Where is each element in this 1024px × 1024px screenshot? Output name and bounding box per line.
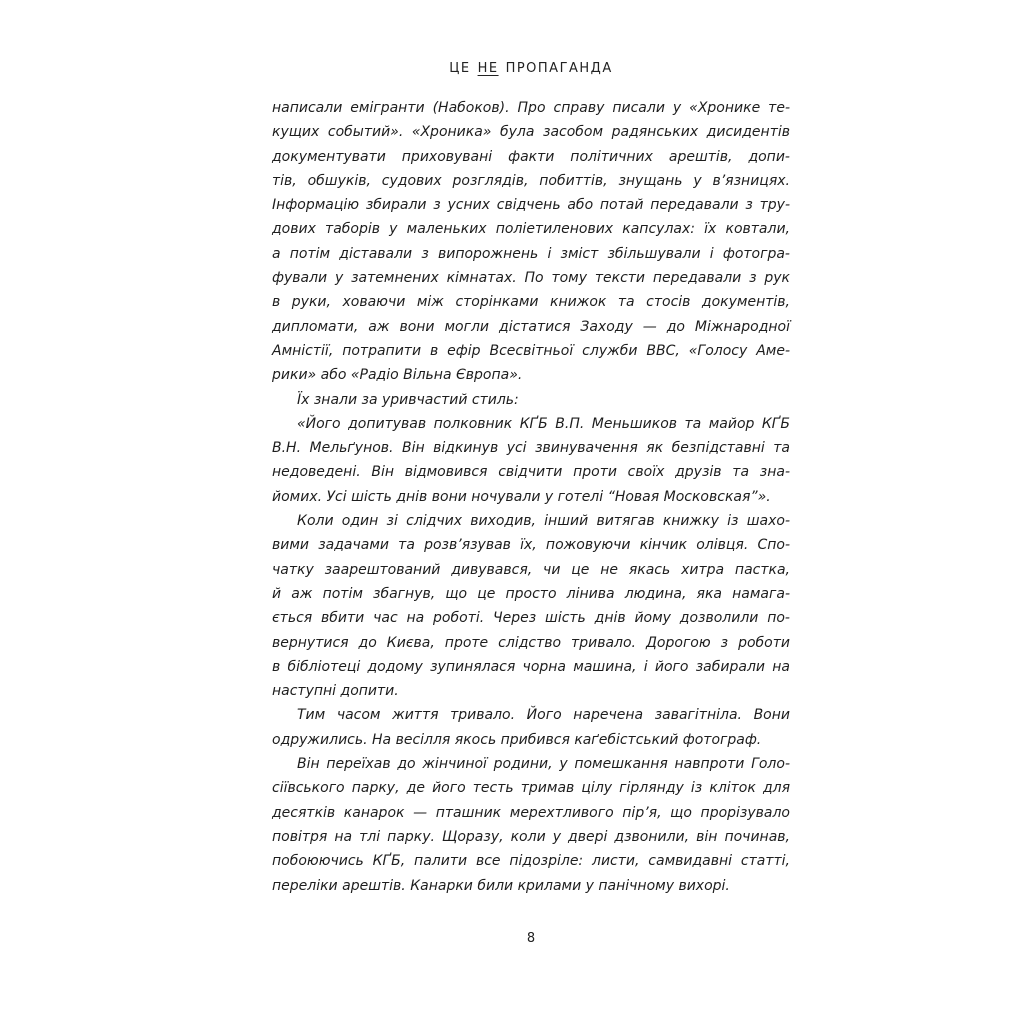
text-line: фували у затемнених кімнатах. По тому тексти передавали з рук — [272, 270, 790, 287]
text-line: сіївського парку, де його тесть тримав цілу гірлянду із кліток для — [272, 780, 790, 797]
text-line: й аж потім збагнув, що це просто лінива людина, яка намага- — [272, 585, 790, 602]
text-line: десятків канарок — пташник мерехтливого пір’я, що прорізувало — [272, 804, 790, 821]
text-line: В.Н. Мельґунов. Він відкинув усі звинувачення як безпідставні та — [272, 440, 790, 457]
text-line: недоведені. Він відмовився свідчити проти своїх друзів та зна- — [272, 464, 790, 481]
text-line: вими задачами та розв’язував їх, пожовуючи кінчик олівця. Спо- — [272, 537, 790, 554]
text-line: Інформацію збирали з усних свідчень або потай передавали з тру- — [272, 197, 790, 214]
text-line: вернутися до Києва, проте слідство тривало. Дорогою з роботи — [272, 634, 790, 651]
text-line: Тим часом життя тривало. Його наречена завагітніла. Вони — [297, 707, 790, 724]
text-line: документувати приховувані факти політичних арештів, допи- — [272, 148, 790, 165]
text-line: Їх знали за уривчастий стиль: — [297, 391, 519, 408]
text-line: дових таборів у маленьких поліетиленових капсулах: їх ковтали, — [272, 221, 790, 238]
text-line: в руки, ховаючи між сторінками книжок та стосів документів, — [272, 294, 790, 311]
paragraph — [272, 752, 790, 898]
text-line: переліки арештів. Канарки били крилами у панічному вихорі. — [272, 877, 730, 894]
text-line: повітря на тлі парку. Щоразу, коли у двері дзвонили, він починав, — [272, 828, 790, 845]
text-line: ється вбити час на роботі. Через шість днів йому дозволили по- — [272, 610, 790, 627]
text-line: одружились. На весілля якось прибився каґебістський фотограф. — [272, 731, 762, 748]
text-line: Коли один зі слідчих виходив, інший витягав книжку із шахо- — [297, 513, 790, 530]
text-line: кущих событий». «Хроника» була засобом радянських дисидентів — [272, 124, 790, 141]
paragraph — [272, 388, 790, 412]
text-line: тів, обшуків, судових розглядів, побиттів, знущань у в’язницях. — [272, 172, 790, 189]
text-line: Амністії, потрапити в ефір Всесвітньої служби ВВС, «Голосу Аме- — [272, 342, 790, 359]
text-line: побоюючись КҐБ, палити все підозріле: листи, самвидавні статті, — [272, 853, 790, 870]
paragraph — [272, 412, 790, 509]
running-header-prefix: ЦЕ — [449, 61, 471, 76]
running-header-underlined-word: НЕ — [477, 61, 499, 76]
text-line: йомих. Усі шість днів вони ночували у готелі “Новая Московская”». — [272, 488, 771, 505]
text-line: Він переїхав до жінчиної родини, у помешкання навпроти Голо- — [297, 756, 790, 773]
text-line: наступні допити. — [272, 683, 399, 700]
text-line: в бібліотеці додому зупинялася чорна машина, і його забирали на — [272, 658, 790, 675]
paragraph — [272, 703, 790, 752]
running-header-suffix: ПРОПАГАНДА — [505, 61, 613, 76]
text-line: а потім діставали з випорожнень і зміст збільшували і фотогра- — [272, 245, 790, 262]
text-line: рики» або «Радіо Вільна Європа». — [272, 367, 523, 384]
text-line: «Його допитував полковник КҐБ В.П. Меньшиков та майор КҐБ — [297, 415, 790, 432]
text-line: чатку заарештований дивувався, чи це не якась хитра пастка, — [272, 561, 790, 578]
paragraph — [272, 96, 790, 388]
paragraph — [272, 509, 790, 703]
body-text — [272, 96, 790, 898]
text-line: дипломати, аж вони могли дістатися Заходу — до Міжнародної — [272, 318, 790, 335]
page-number: 8 — [526, 931, 536, 946]
text-line: написали емігранти (Набоков). Про справу писали у «Хронике те- — [272, 100, 790, 116]
running-header — [272, 61, 790, 76]
